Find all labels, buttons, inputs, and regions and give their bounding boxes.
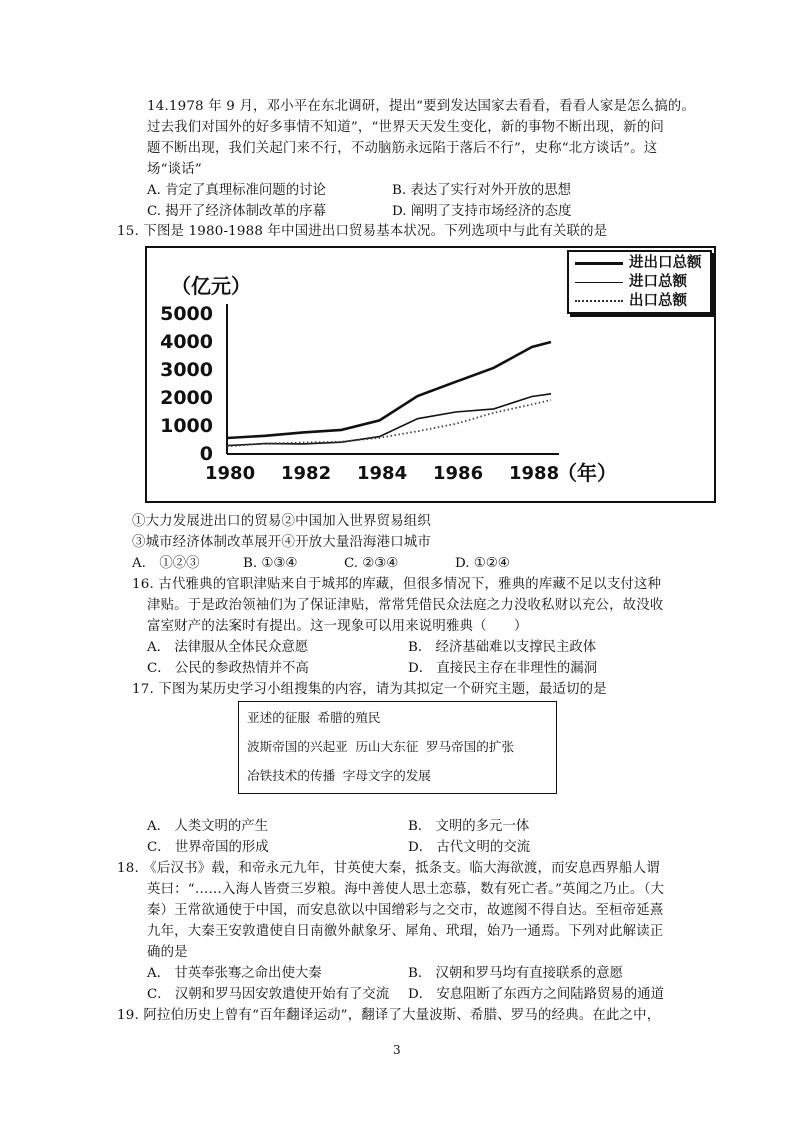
q17-option-b: B． 文明的多元一体: [408, 819, 530, 834]
y-tick-4000: 4000: [160, 331, 213, 353]
q17-topic-box: [238, 701, 557, 794]
y-axis-label: （亿元）: [171, 274, 251, 298]
trade-chart: [145, 246, 716, 503]
q14-line-3: 题不断出现，我们关起门来不行，不动脑筋永远陷于落后不行”，史称“北方谈话”。这: [147, 141, 658, 156]
legend-swatch-dotted: [575, 300, 623, 302]
series-line-total: [227, 342, 551, 438]
legend-item-import: [575, 273, 687, 291]
legend-label-export: 出口总额: [629, 293, 687, 309]
q18-option-b: B． 汉朝和罗马均有直接联系的意愿: [408, 966, 623, 981]
legend-item-export: [575, 292, 687, 310]
q17-option-a: A． 人类文明的产生: [147, 819, 269, 834]
q18-line-1: 18. 《后汉书》载，和帝永元九年，甘英使大秦，抵条支。临大海欲渡，而安息西界船人谓: [117, 861, 660, 876]
q16-line-3: 富室财产的法案时有提出。这一现象可以用来说明雅典（ ）: [147, 619, 528, 634]
q18-option-d: D． 安息阻断了东西方之间陆路贸易的通道: [408, 987, 665, 1002]
q15-option-d: D. ①②④: [455, 556, 510, 571]
q16-option-d: D． 直接民主存在非理性的漏洞: [408, 661, 598, 676]
q16-line-1: 16. 古代雅典的官职津贴来自于城邦的库藏，但很多情况下，雅典的库藏不足以支付这种: [132, 577, 662, 592]
q18-line-5: 确的是: [147, 945, 188, 960]
q14-option-d: D. 阐明了支持市场经济的态度: [392, 204, 572, 219]
q19-line-1: 19. 阿拉伯历史上曾有“百年翻译运动”，翻译了大量波斯、希腊、罗马的经典。在此之中，: [117, 1008, 661, 1023]
q15-items-2: ③城市经济体制改革展开④开放大量沿海港口城市: [132, 535, 431, 550]
q18-option-a: A． 甘英奉张骞之命出使大秦: [147, 966, 322, 981]
q16-option-b: B． 经济基础难以支撑民主政体: [408, 640, 597, 655]
y-tick-3000: 3000: [160, 359, 213, 381]
q15-items-1: ①大力发展进出口的贸易②中国加入世界贸易组织: [132, 514, 431, 529]
legend-swatch-thick: [575, 262, 623, 265]
q17-option-d: D． 古代文明的交流: [408, 840, 531, 855]
x-tick-1988: 1988: [509, 463, 560, 484]
q18-line-2: 英曰：“……入海人皆赍三岁粮。海中善使人思土恋慕，数有死亡者。”英闻之乃止。（大: [147, 882, 665, 897]
legend-label-total: 进出口总额: [629, 255, 702, 271]
x-tick-1980: 1980: [205, 463, 256, 484]
q18-option-c: C． 汉朝和罗马因安敦遣使开始有了交流: [147, 987, 390, 1002]
y-tick-2000: 2000: [160, 387, 213, 409]
q14-option-c: C. 揭开了经济体制改革的序幕: [147, 204, 326, 219]
q17-stem: 17. 下图为某历史学习小组搜集的内容，请为其拟定一个研究主题，最适切的是: [132, 682, 607, 697]
q14-option-a: A. 肯定了真理标准问题的讨论: [147, 183, 326, 198]
series-line-import: [227, 394, 551, 446]
page-number: 3: [393, 1043, 401, 1057]
legend-swatch-thin: [575, 282, 623, 283]
q14-line-2: 过去我们对国外的好多事情不知道”，“世界天天发生变化，新的事物不断出现，新的问: [147, 120, 664, 135]
q17-box-line-2: 波斯帝国的兴起亚 历山大东征 罗马帝国的扩张: [247, 739, 515, 754]
q18-line-4: 九年，大秦王安敦遣使自日南徼外献象牙、犀角、玳瑁，始乃一通焉。下列对此解读正: [147, 924, 664, 939]
q15-option-b: B. ①③④: [243, 556, 298, 571]
q14-line-4: 场“谈话”: [147, 162, 202, 177]
q14-option-b: B. 表达了实行对外开放的思想: [392, 183, 572, 198]
series-line-export: [227, 400, 551, 446]
q17-option-c: C． 世界帝国的形成: [147, 840, 269, 855]
legend-item-total: [575, 254, 702, 272]
legend-label-import: 进口总额: [629, 274, 687, 290]
q15-option-c: C. ②③④: [344, 556, 399, 571]
q18-line-3: 秦）王常欲通使于中国，而安息欲以中国缯彩与之交市，故遮阂不得自达。至桓帝延熹: [147, 903, 664, 918]
x-axis-unit: （年）: [557, 461, 617, 485]
y-tick-0: 0: [199, 443, 213, 465]
chart-legend: [567, 250, 712, 314]
q14-line-1: 14.1978 年 9 月，邓小平在东北调研，提出“要到发达国家去看看，看看人家是怎么搞的。: [147, 99, 695, 114]
q15-stem: 15. 下图是 1980-1988 年中国进出口贸易基本状况。下列选项中与此有关联的是: [117, 224, 608, 239]
q16-option-c: C． 公民的参政热情并不高: [147, 661, 309, 676]
q16-option-a: A． 法律服从全体民众意愿: [147, 640, 309, 655]
q15-option-a: A. ①②③: [132, 556, 200, 571]
q17-box-line-3: 冶铁技术的传播 字母文字的发展: [247, 768, 431, 783]
q17-box-line-1: 亚述的征服 希腊的殖民: [247, 710, 381, 725]
x-tick-1986: 1986: [433, 463, 484, 484]
q16-line-2: 津贴。于是政治领袖们为了保证津贴，常常凭借民众法庭之力没收私财以充公，故没收: [147, 598, 664, 613]
y-tick-1000: 1000: [160, 415, 213, 437]
x-tick-1984: 1984: [357, 463, 408, 484]
x-tick-1982: 1982: [281, 463, 332, 484]
y-tick-5000: 5000: [160, 303, 213, 325]
